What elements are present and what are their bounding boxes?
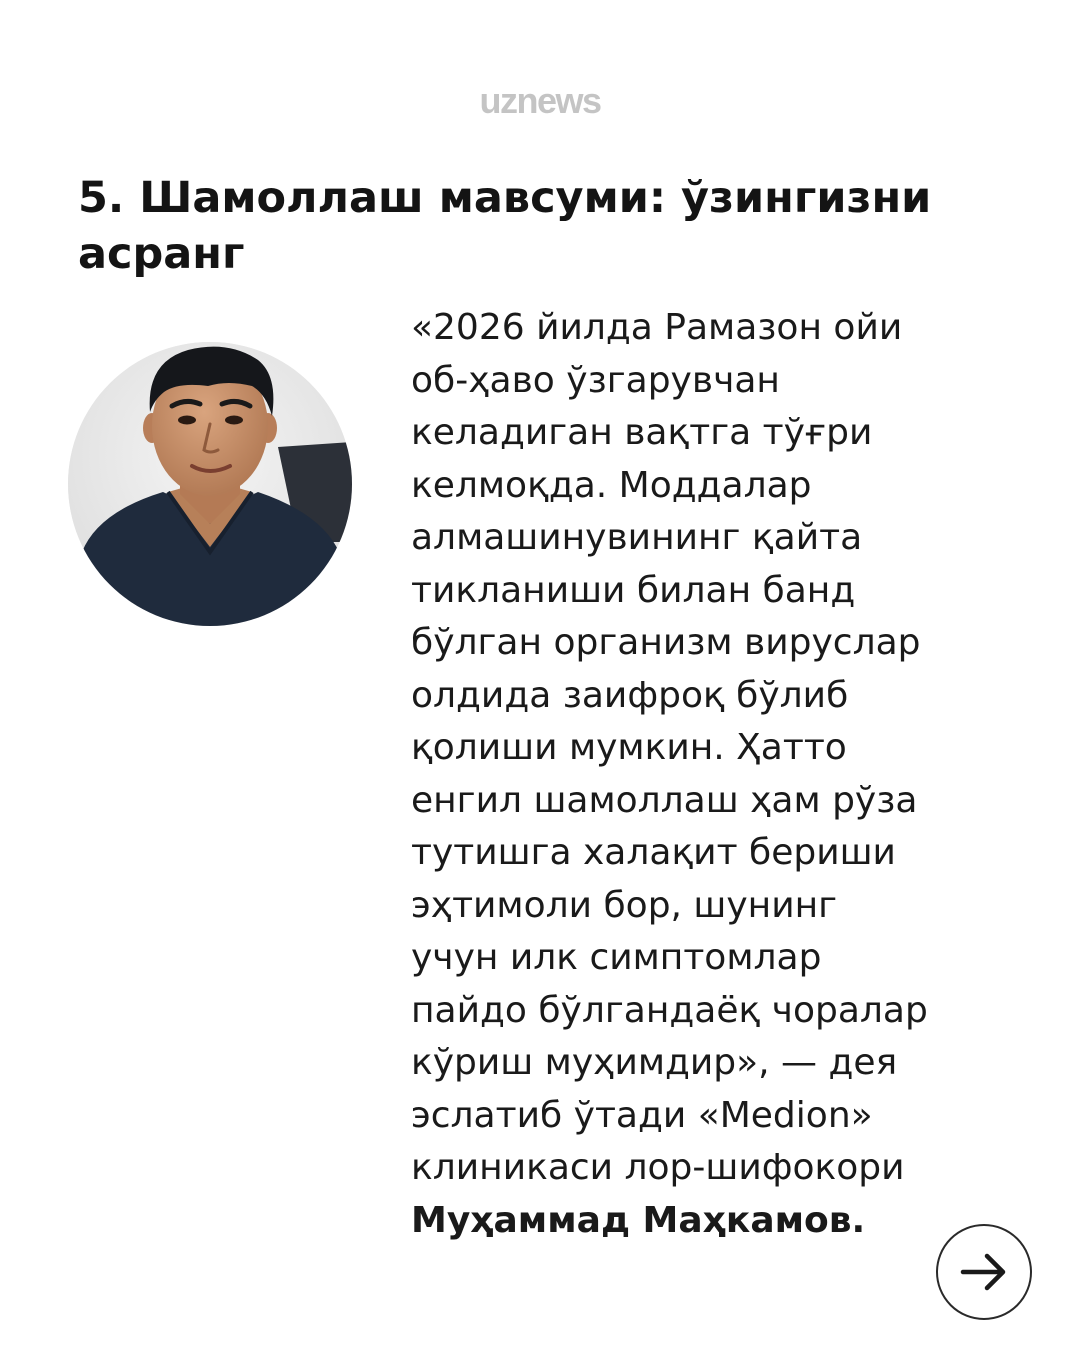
quote-line: қолиши мумкин. Ҳатто (411, 727, 847, 768)
quote-line: енгил шамоллаш ҳам рўза (411, 779, 918, 821)
quote-author: Муҳаммад Маҳкамов. (411, 1199, 866, 1241)
quote-line: «2026 йилда Рамазон ойи (411, 307, 903, 348)
quote-line: эҳтимоли бор, шунинг (411, 884, 838, 926)
quote-line: олдида заифроқ бўлиб (411, 674, 849, 716)
next-slide-button[interactable] (936, 1224, 1032, 1320)
quote-line: келмоқда. Моддалар (411, 464, 812, 506)
quote-line: бўлган организм вируслар (411, 622, 921, 663)
quote-line: кўриш муҳимдир», — дея (411, 1042, 898, 1083)
quote-line: тутишга халақит бериши (411, 832, 896, 873)
quote-line: пайдо бўлгандаёқ чоралар (411, 989, 928, 1031)
doctor-photo-illustration (68, 342, 352, 626)
quote-line: об-ҳаво ўзгарувчан (411, 359, 780, 401)
quote-line: тикланиши билан банд (411, 569, 856, 611)
quote-line: келадиган вақтга тўғри (411, 412, 873, 453)
brand-logo: uznews (479, 80, 601, 121)
arrow-right-icon (959, 1252, 1009, 1292)
article-title: 5. Шамоллаш мавсуми: ўзингизни асранг (78, 173, 932, 279)
doctor-portrait (68, 342, 352, 626)
quote-line: клиникаси лор-шифокори (411, 1147, 905, 1188)
quote-text (411, 302, 1051, 1247)
quote-line: алмашинувининг қайта (411, 517, 863, 558)
quote-line: учун илк симптомлар (411, 937, 822, 978)
quote-line: эслатиб ўтади «Medion» (411, 1094, 873, 1136)
